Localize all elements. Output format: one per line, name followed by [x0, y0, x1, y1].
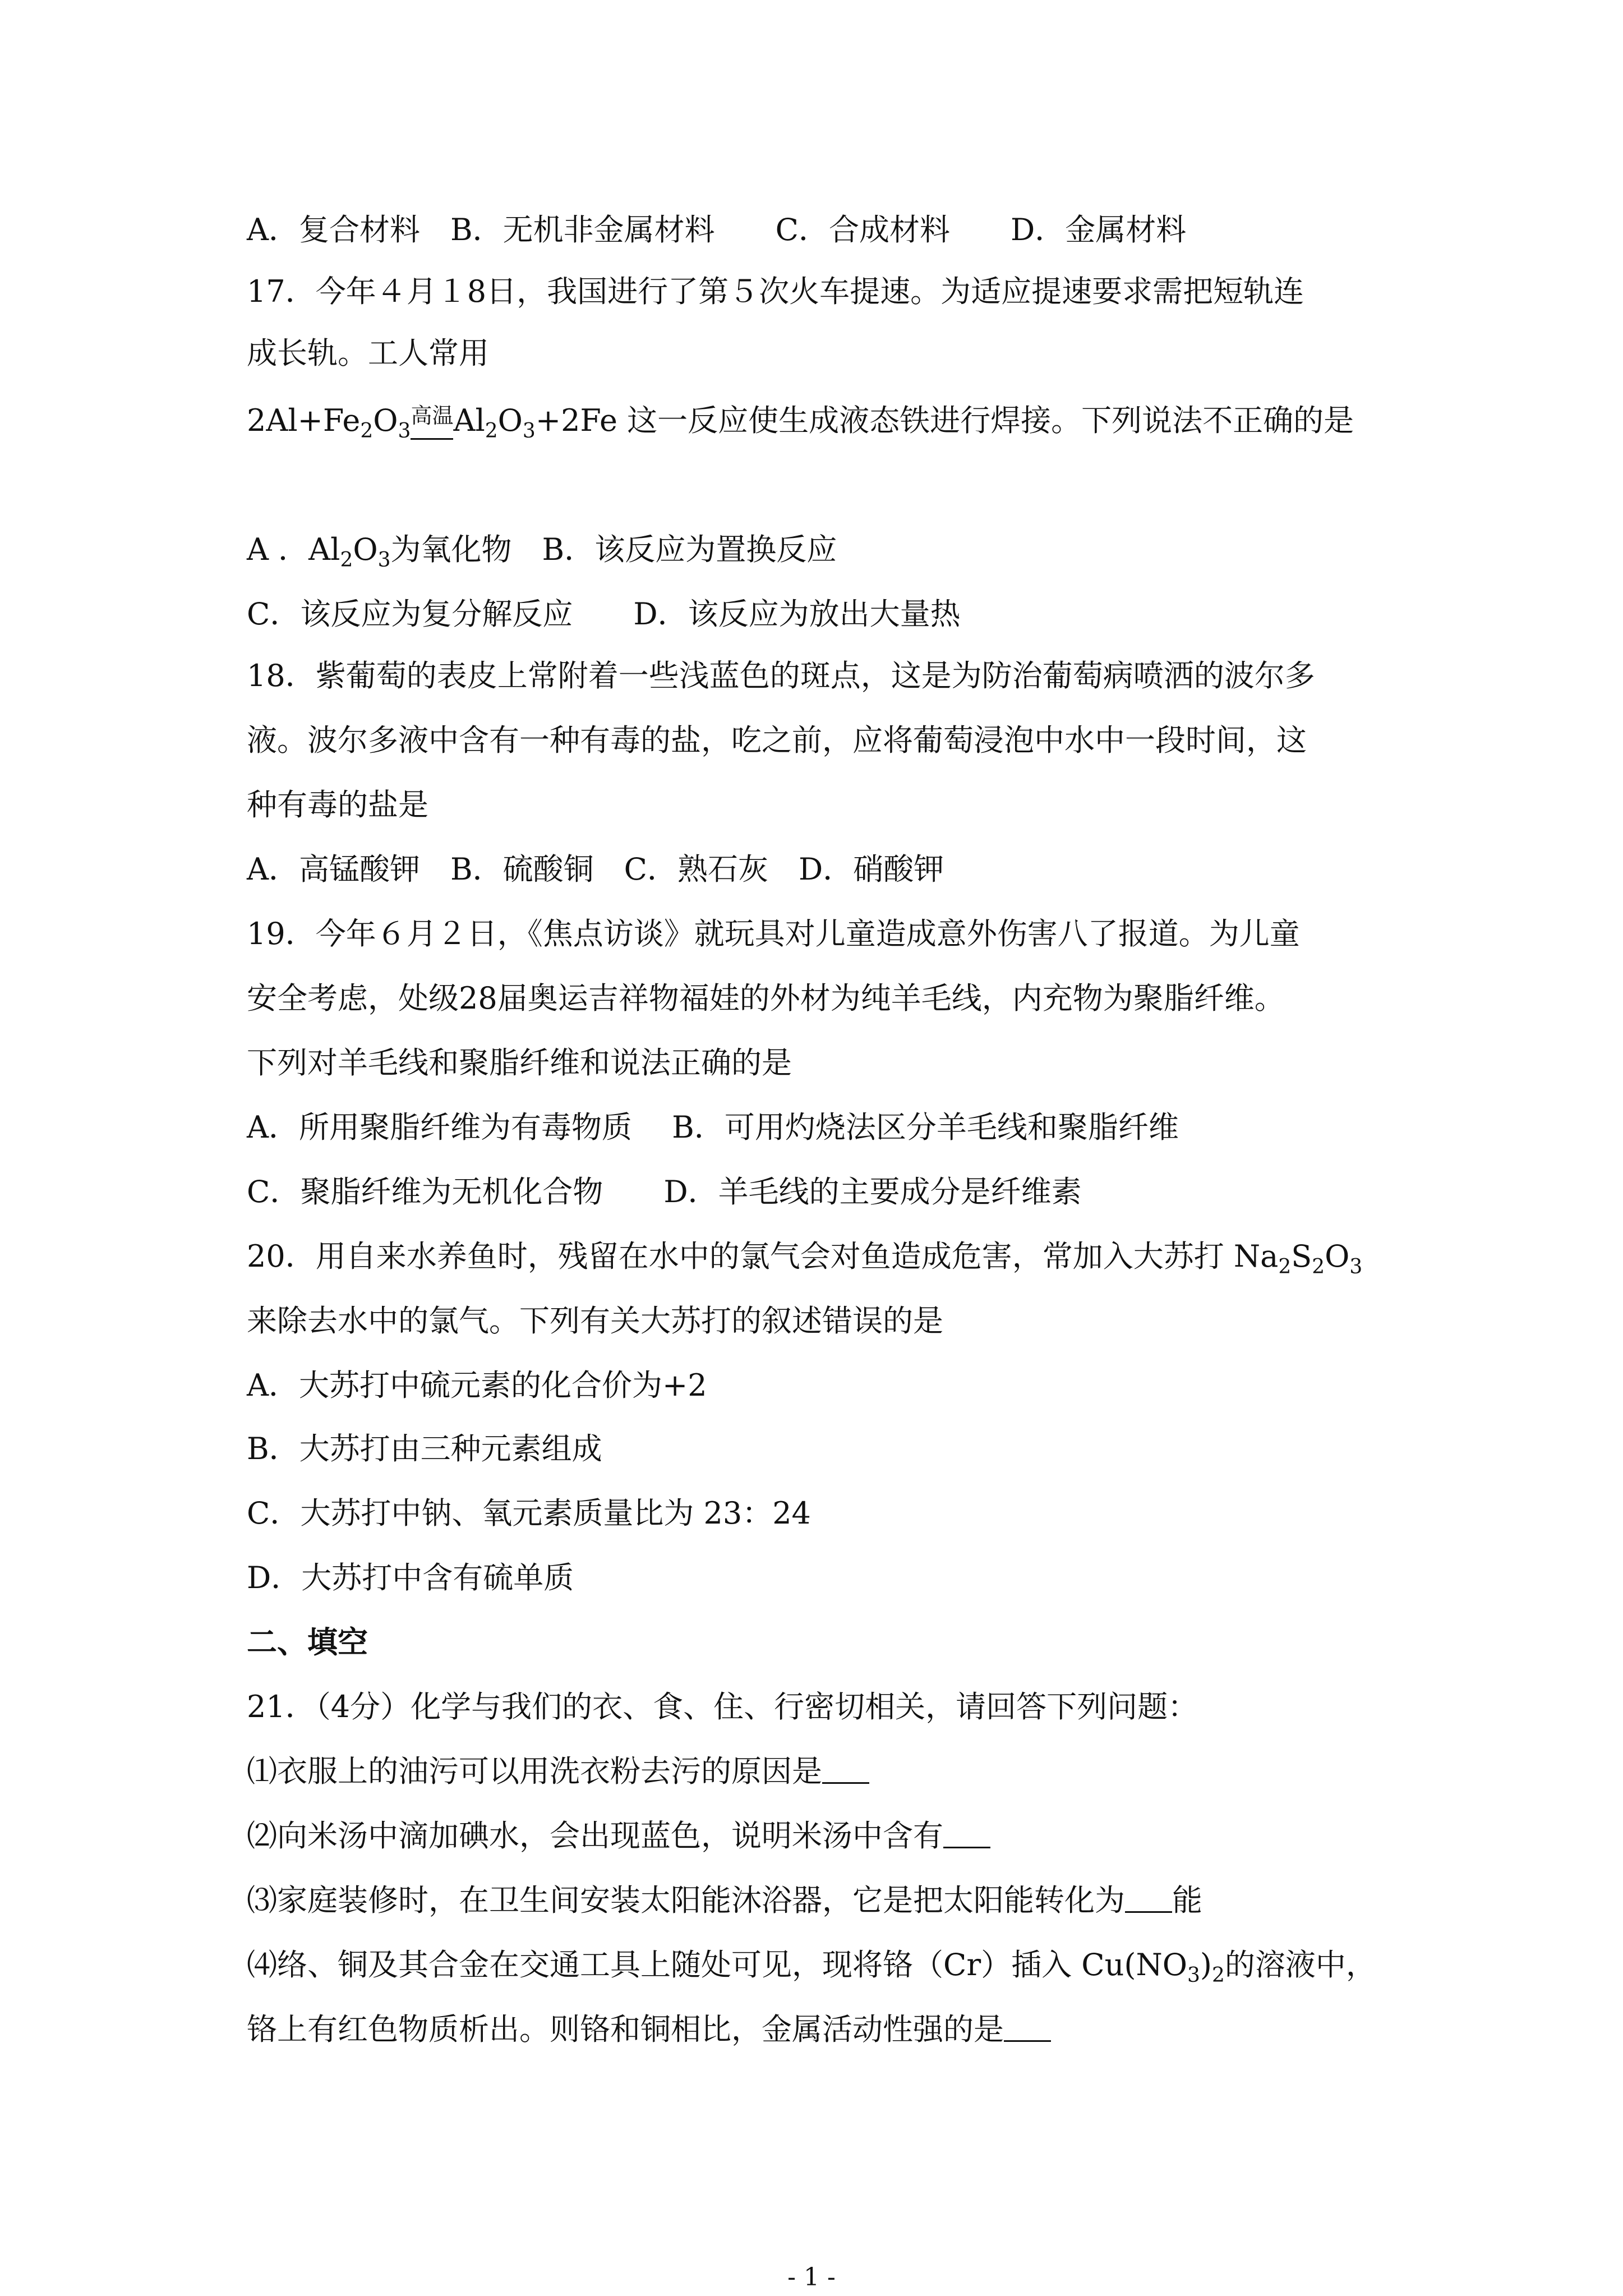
- q17-stem-line1: 17．今年４月１8日，我国进行了第５次火车提速。为适应提速要求需把短轨连: [247, 274, 1304, 309]
- q18-stem-line1: 18．紫葡萄的表皮上常附着一些浅蓝色的斑点，这是为防治葡萄病喷洒的波尔多: [247, 658, 1315, 693]
- q19-stem-line2: 安全考虑，处级28届奥运吉祥物福娃的外材为纯羊毛线，内充物为聚脂纤维。: [247, 981, 1285, 1016]
- q20-option-c: C．大苏打中钠、氧元素质量比为 23：24: [247, 1496, 811, 1531]
- page-number: - 1 -: [787, 2263, 836, 2292]
- q19-stem-line3: 下列对羊毛线和聚脂纤维和说法正确的是: [247, 1045, 792, 1080]
- q19-options-ab: A．所用聚脂纤维为有毒物质 B．可用灼烧法区分羊毛线和聚脂纤维: [247, 1110, 1179, 1145]
- q21-part3: ⑶家庭装修时，在卫生间安装太阳能沐浴器，它是把太阳能转化为 能: [247, 1883, 1202, 1918]
- q20-option-d: D．大苏打中含有硫单质: [247, 1560, 574, 1595]
- answer-blank[interactable]: [1004, 2014, 1051, 2042]
- q17-options-cd: C．该反应为复分解反应 D．该反应为放出大量热: [247, 596, 961, 632]
- q17-stem-line2: 成长轨。工人常用: [247, 335, 489, 371]
- q18-stem-line3: 种有毒的盐是: [247, 787, 428, 822]
- q21-part2: ⑵向米汤中滴加碘水，会出现蓝色，说明米汤中含有: [247, 1816, 990, 1856]
- q17-options-ab: A ．$Al_2O_3$为氧化物 B．该反应为置换反应: [247, 532, 837, 572]
- q21-part4-line2: 铬上有红色物质析出。则铬和铜相比，金属活动性强的是: [247, 2010, 1051, 2049]
- reaction-condition: 高温: [411, 404, 453, 443]
- q21-stem: 21．（4分）化学与我们的衣、食、住、行密切相关，请回答下列问题：: [247, 1689, 1198, 1724]
- q19-stem-line1: 19．今年６月２日，《焦点访谈》就玩具对儿童造成意外伤害八了报道。为儿童: [247, 916, 1300, 951]
- q20-stem-line2: 来除去水中的氯气。下列有关大苏打的叙述错误的是: [247, 1303, 943, 1338]
- q20-stem-line1: 20．用自来水养鱼时，残留在水中的氯气会对鱼造成危害，常加入大苏打 $Na_2S_2O_3$: [247, 1239, 1363, 1278]
- section-heading: 二、填空: [247, 1625, 368, 1660]
- answer-blank[interactable]: [943, 1821, 990, 1848]
- q21-part1: ⑴衣服上的油污可以用洗衣粉去污的原因是: [247, 1752, 869, 1791]
- q18-options: A．高锰酸钾 B．硫酸铜 C．熟石灰 D．硝酸钾: [247, 852, 944, 887]
- q19-options-cd: C．聚脂纤维为无机化合物 D．羊毛线的主要成分是纤维素: [247, 1174, 1082, 1209]
- q20-option-b: B．大苏打由三种元素组成: [247, 1431, 602, 1466]
- answer-blank[interactable]: [822, 1756, 869, 1784]
- q16-options: A．复合材料 B．无机非金属材料 C．合成材料 D．金属材料: [247, 212, 1187, 247]
- q17-equation-line: $2Al+Fe_2O_3$高温 $Al_2O_3+2Fe$ 这一反应使生成液态铁进行焊接。下列说法不正确的是: [247, 403, 1354, 443]
- answer-blank[interactable]: [1125, 1885, 1172, 1913]
- q21-part4-line1: ⑷络、铜及其合金在交通工具上随处可见，现将铬（Cr）插入 $Cu(NO_3)_2$的溶液中，: [247, 1947, 1376, 1987]
- q18-stem-line2: 液。波尔多液中含有一种有毒的盐，吃之前，应将葡萄浸泡中水中一段时间，这: [247, 723, 1307, 758]
- q20-option-a: A．大苏打中硫元素的化合价为+2: [247, 1368, 707, 1403]
